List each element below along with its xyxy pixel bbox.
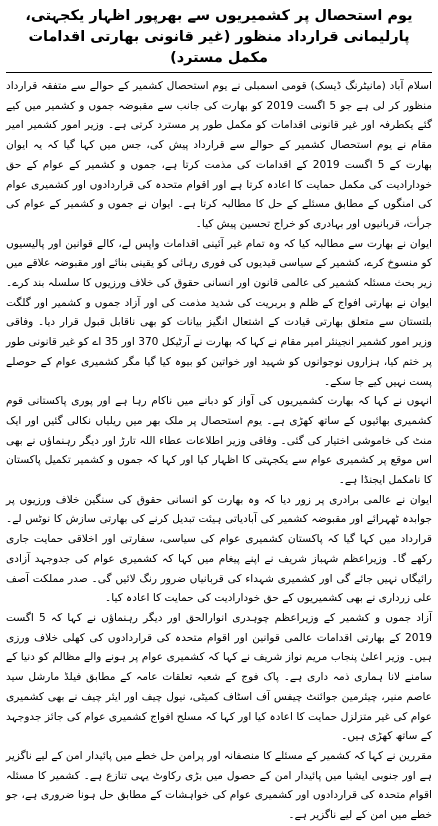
article-paragraph: ایوان نے بھارت سے مطالبہ کیا کہ وہ تمام غیر آئینی اقدامات واپس لے، کالے قوانین اور پالیسیوں کو منسوخ کرے، کشمیر کے سیاسی قیدیوں کی فوری رہائی کو یقینی بنائے اور مقبوضہ علاقے میں زیر بحث مسئلہ کشمیر کی عالمی قانون اور انسانی حقوق کی خلاف ورزیوں کا سلسلہ بند کرے۔ ایوان نے بھارتی افواج کے ظلم و بربریت کی شدید مذمت کی اور آزاد جموں و کشمیر اور گلگت بلتستان سے متعلق بھارتی قیادت کے اشتعال انگیز بیانات کو بھی ناقابل قبول قرار دیا۔ وفاقی وزیر امور کشمیر انجینئر امیر مقام نے کہا کہ بھارت نے آرٹیکل 370 اور 35 اے کو غیر قانونی طور پر ختم کیا، ہزاروں نوجوانوں کو شہید اور خواتین کو بیوہ کیا گیا مگر کشمیری عوام کے حوصلے پست نہیں کیے جا سکے۔ <box>6 237 432 388</box>
article-paragraph: آزاد جموں و کشمیر کے وزیراعظم چوہدری انوارالحق اور دیگر رہنماؤں نے کہا کہ 5 اگست 2019 کے بھارتی اقدامات عالمی قوانین اور اقوام متحدہ کی قراردادوں کی کھلی خلاف ورزی ہیں۔ وزیر اعلیٰ پنجاب مریم نواز شریف نے کہا کہ کشمیری عوام پر ہونے والے مظالم کو دنیا کے سامنے لانا ہماری ذمہ داری ہے۔ پاک فوج کے شعبہ تعلقات عامہ کے مطابق فیلڈ مارشل سید عاصم منیر، چیئرمین جوائنٹ چیفس آف اسٹاف کمیٹی، نیول چیف اور ایئر چیف نے بھی کشمیری عوام کی غیر متزلزل حمایت کا اعادہ کیا اور کہا کہ مسلح افواج کشمیری عوام کی جائز جدوجہد کے ساتھ کھڑی ہیں۔ <box>6 611 432 743</box>
article-body <box>6 77 432 826</box>
article-paragraph: اسلام آباد (مانیٹرنگ ڈیسک) قومی اسمبلی نے یوم استحصال کشمیر کے حوالے سے متفقہ قرارداد منظور کر لی ہے جو 5 اگست 2019 کو بھارت کی جانب سے مقبوضہ جموں و کشمیر میں کیے گئے یکطرفہ اور غیر قانونی اقدامات کو مکمل طور پر مسترد کرتی ہے۔ وزیر امور کشمیر امیر مقام نے یوم استحصال کشمیر کے حوالے سے قرارداد پیش کی، جس میں کہا گیا کہ یہ ایوان بھارت کے 5 اگست 2019 کے اقدامات کی مذمت کرتا ہے، جموں و کشمیر کے عوام کے حق خودارادیت کی مکمل حمایت کا اعادہ کرتا ہے اور اقوام متحدہ کی قراردادوں اور کشمیری عوام کی امنگوں کے مطابق مسئلے کے حل کا مطالبہ کرتا ہے۔ ایوان نے جموں و کشمیر کے عوام کی جرأت، قربانیوں اور بہادری کو خراج تحسین پیش کیا۔ <box>6 80 433 230</box>
article-paragraph: ایوان نے عالمی برادری پر زور دیا کہ وہ بھارت کو انسانی حقوق کی سنگین خلاف ورزیوں پر جوابدہ ٹھہرائے اور مقبوضہ کشمیر کی آبادیاتی ہیئت تبدیل کرنے کی بھارتی سازش کا نوٹس لے۔ قرارداد میں کہا گیا کہ پاکستان کشمیری عوام کی سیاسی، سفارتی اور اخلاقی حمایت جاری رکھے گا۔ وزیراعظم شہباز شریف نے اپنے پیغام میں کہا کہ کشمیری عوام کی جدوجہد آزادی رائیگاں نہیں جائے گی اور کشمیری شہداء کی قربانیاں ضرور رنگ لائیں گی۔ صدر مملکت آصف علی زرداری نے بھی کشمیریوں کے حق خودارادیت کی حمایت کا اعادہ کیا۔ <box>6 493 432 605</box>
headline-divider <box>6 72 432 73</box>
headline: یوم استحصال پر کشمیریوں سے بھرپور اظہار یکجہتی، پارلیمانی قرارداد منظور (غیر قانونی بھارتی اقدامات مکمل مسترد) <box>25 8 413 66</box>
article-paragraph: مقررین نے کہا کہ کشمیر کے مسئلے کا منصفانہ اور پرامن حل خطے میں پائیدار امن کے لیے ناگزیر ہے اور جنوبی ایشیا میں پائیدار امن کے حصول میں بڑی رکاوٹ یہی تنازع ہے۔ کشمیر کا مسئلہ اقوام متحدہ کی قراردادوں اور کشمیری عوام کی خواہشات کے مطابق حل ہونا ضروری ہے، جو خطے میں امن کے لیے ناگزیر ہے۔ <box>6 749 432 822</box>
article-paragraph: انہوں نے کہا کہ بھارت کشمیریوں کی آواز کو دبانے میں ناکام رہا ہے اور پوری پاکستانی قوم کشمیری بھائیوں کے ساتھ کھڑی ہے۔ یوم استحصال پر ملک بھر میں ریلیاں نکالی گئیں اور ایک منٹ کی خاموشی اختیار کی گئی۔ وفاقی وزیر اطلاعات عطاء اللہ تارڑ اور دیگر رہنماؤں نے بھی اس موقع پر کشمیری عوام سے یکجہتی کا اظہار کیا اور کہا کہ جموں و کشمیر تکمیل پاکستان کا نامکمل ایجنڈا ہے۔ <box>6 395 432 487</box>
